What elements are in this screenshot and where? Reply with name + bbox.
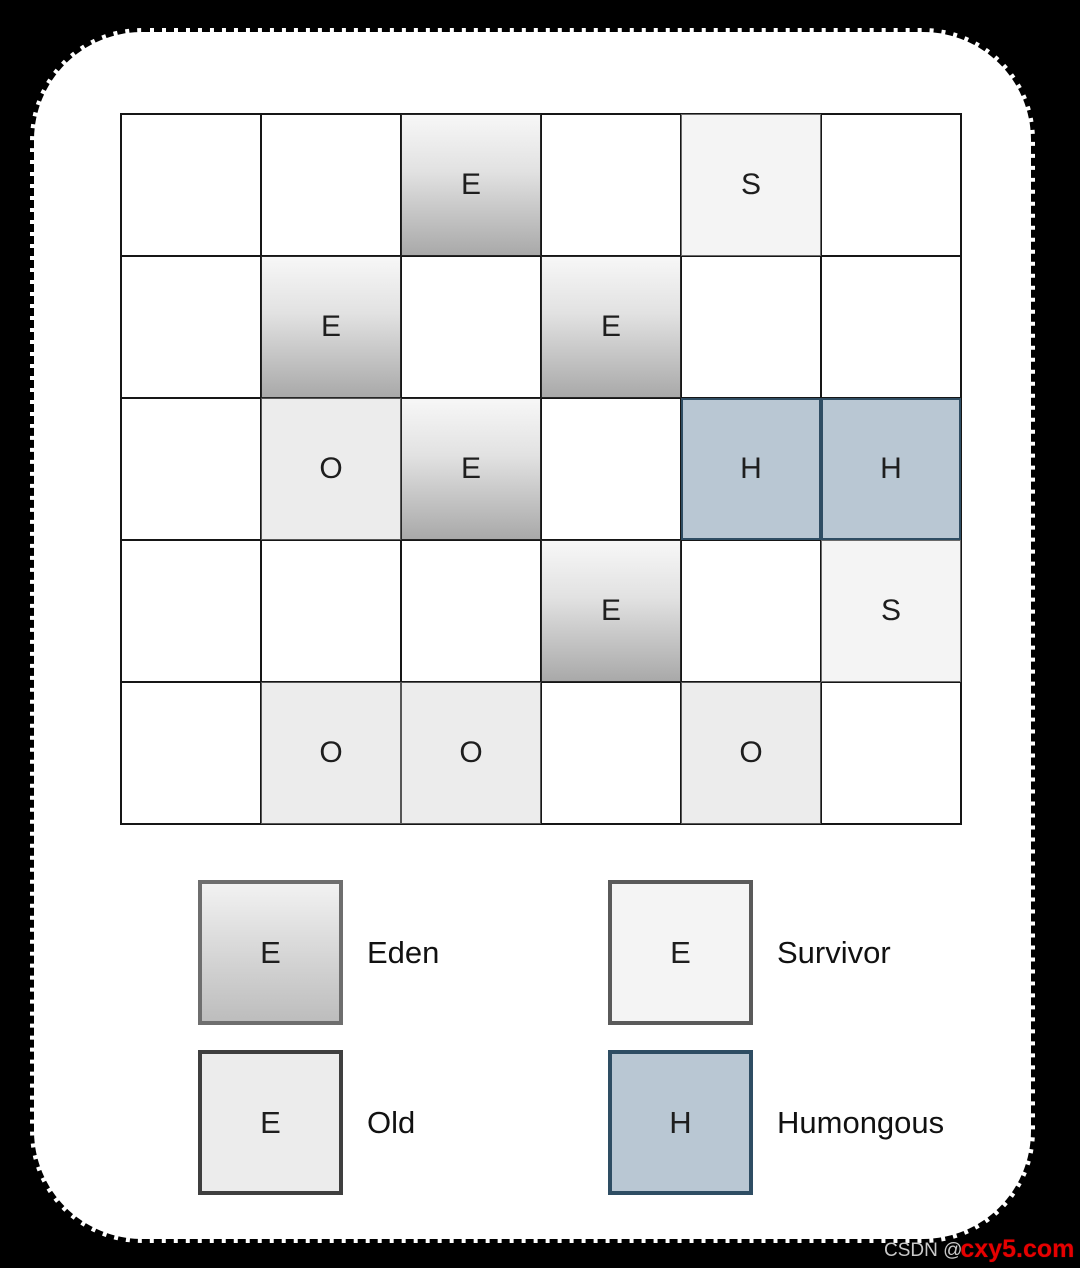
cell-letter: E bbox=[460, 168, 481, 201]
legend-item-humongous bbox=[608, 1050, 944, 1195]
grid-cell-r3-c6-humongous bbox=[821, 398, 961, 540]
legend-label-eden: Eden bbox=[367, 934, 440, 970]
legend-item-survivor bbox=[608, 880, 891, 1025]
heap-grid bbox=[120, 113, 962, 825]
grid-cell-r5-c4-empty bbox=[541, 682, 681, 824]
legend-symbol-survivor: E bbox=[670, 934, 691, 970]
grid-cell-r3-c1-empty bbox=[121, 398, 261, 540]
grid-cell-r2-c4-eden bbox=[541, 256, 681, 398]
grid-cell-r5-c6-empty bbox=[821, 682, 961, 824]
watermark bbox=[884, 1234, 1074, 1263]
grid-cell-r4-c6-survivor bbox=[821, 540, 961, 682]
legend-swatch-old bbox=[198, 1050, 343, 1195]
grid-cell-r5-c1-empty bbox=[121, 682, 261, 824]
legend-label-survivor: Survivor bbox=[777, 934, 891, 970]
cell-letter: O bbox=[319, 736, 343, 769]
cell-letter: E bbox=[600, 594, 621, 627]
legend-swatch-eden bbox=[198, 880, 343, 1025]
grid-cell-r2-c2-eden bbox=[261, 256, 401, 398]
grid-cell-r3-c2-old bbox=[261, 398, 401, 540]
grid-cell-r4-c5-empty bbox=[681, 540, 821, 682]
legend-label-old: Old bbox=[367, 1104, 416, 1140]
legend-item-eden bbox=[198, 880, 439, 1025]
grid-cell-r1-c5-survivor bbox=[681, 114, 821, 256]
legend-label-humongous: Humongous bbox=[777, 1104, 945, 1140]
grid-cell-r4-c3-empty bbox=[401, 540, 541, 682]
grid-cell-r3-c4-empty bbox=[541, 398, 681, 540]
grid-cell-r2-c1-empty bbox=[121, 256, 261, 398]
cell-letter: S bbox=[880, 594, 901, 627]
cell-letter: S bbox=[740, 168, 761, 201]
legend-symbol-humongous: H bbox=[669, 1104, 692, 1140]
grid-cell-r3-c5-humongous bbox=[681, 398, 821, 540]
legend-symbol-eden: E bbox=[260, 934, 281, 970]
grid-cell-r1-c3-eden bbox=[401, 114, 541, 256]
grid-cell-r1-c4-empty bbox=[541, 114, 681, 256]
grid-cell-r2-c5-empty bbox=[681, 256, 821, 398]
grid-cell-r5-c2-old bbox=[261, 682, 401, 824]
cell-letter: O bbox=[739, 736, 763, 769]
grid-cell-r1-c2-empty bbox=[261, 114, 401, 256]
cell-letter: H bbox=[880, 452, 902, 485]
grid-cell-r1-c6-empty bbox=[821, 114, 961, 256]
legend-swatch-survivor bbox=[608, 880, 753, 1025]
legend-swatch-humongous bbox=[608, 1050, 753, 1195]
cell-letter: E bbox=[320, 310, 341, 343]
grid-cell-r4-c1-empty bbox=[121, 540, 261, 682]
cell-letter: E bbox=[600, 310, 621, 343]
cell-letter: O bbox=[319, 452, 343, 485]
grid-cell-r4-c2-empty bbox=[261, 540, 401, 682]
grid-cell-r2-c3-empty bbox=[401, 256, 541, 398]
watermark-csdn-text: CSDN @ bbox=[884, 1240, 963, 1261]
grid-cell-r4-c4-eden bbox=[541, 540, 681, 682]
cell-letter: O bbox=[459, 736, 483, 769]
watermark-site-text: cxy5.com bbox=[960, 1235, 1075, 1263]
grid-cell-r1-c1-empty bbox=[121, 114, 261, 256]
legend-symbol-old: E bbox=[260, 1104, 281, 1140]
grid-cell-r2-c6-empty bbox=[821, 256, 961, 398]
grid-cell-r5-c3-old bbox=[401, 682, 541, 824]
cell-letter: E bbox=[460, 452, 481, 485]
grid-cell-r3-c3-eden bbox=[401, 398, 541, 540]
grid-cell-r5-c5-old bbox=[681, 682, 821, 824]
cell-letter: H bbox=[740, 452, 762, 485]
legend-item-old bbox=[198, 1050, 415, 1195]
